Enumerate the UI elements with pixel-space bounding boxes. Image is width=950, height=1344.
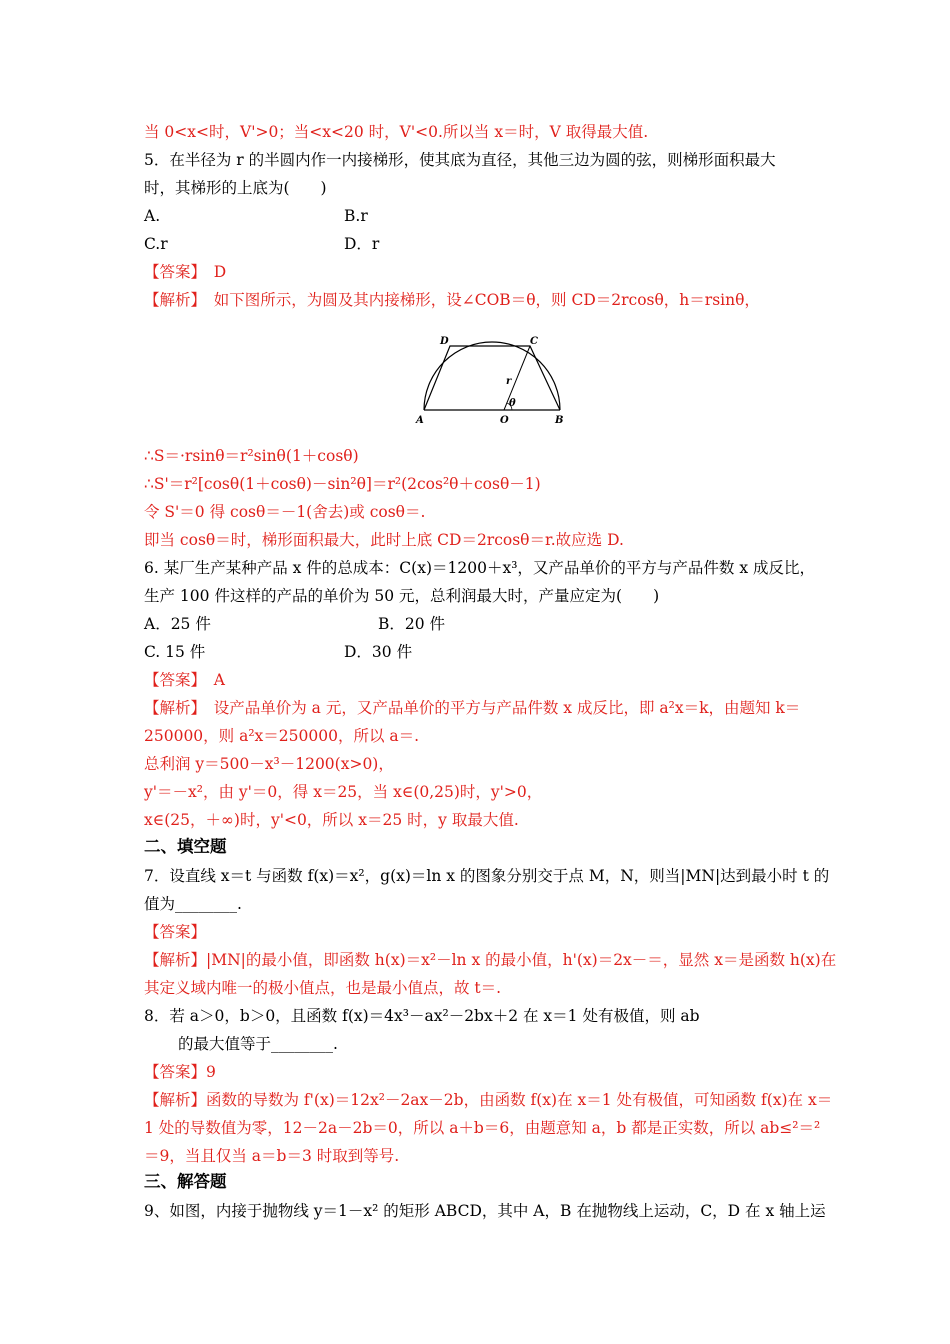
- answer-label: 【答案】 D: [144, 263, 227, 281]
- option-a: A．25 件: [144, 615, 211, 633]
- label-o: O: [500, 415, 509, 426]
- option-c: C.r: [144, 235, 168, 253]
- analysis-text: 即当 cosθ＝时，梯形面积最大，此时上底 CD＝2rcosθ＝r.故应选 D.: [144, 531, 624, 549]
- option-a: A.: [144, 207, 161, 225]
- analysis-text: y'＝－x²，由 y'＝0，得 x＝25，当 x∈(0,25)时，y'>0，: [144, 783, 543, 801]
- section-heading-fill-in: 二、填空题: [144, 837, 227, 856]
- question-7-text: 7．设直线 x＝t 与函数 f(x)＝x²，g(x)＝ln x 的图象分别交于点 M，N，则当|MN|达到最小时 t 的: [144, 867, 830, 885]
- solution-text: 当 0<x<时，V'>0；当<x<20 时，V'<0.所以当 x＝时，V 取得最大值.: [144, 123, 649, 141]
- section-heading-solve: 三、解答题: [144, 1172, 227, 1191]
- question-7-text: 值为________.: [144, 895, 242, 913]
- analysis-text: x∈(25，＋∞)时，y'<0，所以 x＝25 时，y 取最大值.: [144, 811, 519, 829]
- question-9-text: 9、如图，内接于抛物线 y＝1－x² 的矩形 ABCD，其中 A，B 在抛物线上运动，C，D 在 x 轴上运: [144, 1202, 826, 1220]
- analysis-text: 令 S'＝0 得 cosθ＝－1(舍去)或 cosθ＝.: [144, 503, 426, 521]
- question-8-text: 8．若 a＞0，b＞0，且函数 f(x)＝4x³－ax²－2bx＋2 在 x＝1 处有极值，则 ab: [144, 1007, 700, 1025]
- label-a: A: [416, 415, 424, 426]
- label-b: B: [555, 415, 564, 426]
- analysis-text: 【解析】|MN|的最小值，即函数 h(x)＝x²－ln x 的最小值，h'(x)＝2x－＝，显然 x＝是函数 h(x)在: [144, 951, 837, 969]
- analysis-text: ∴S'＝r²[cosθ(1＋cosθ)－sin²θ]＝r²(2cos²θ＋cosθ－1): [144, 475, 541, 493]
- question-6-text: 生产 100 件这样的产品的单价为 50 元，总利润最大时，产量应定为( ): [144, 587, 660, 605]
- trapezoid: [424, 346, 560, 410]
- analysis-text: ＝9，当且仅当 a＝b＝3 时取到等号.: [144, 1147, 400, 1165]
- label-c: C: [530, 336, 538, 347]
- question-6-text: 6. 某厂生产某种产品 x 件的总成本：C(x)＝1200＋x³，又产品单价的平方与产品件数 x 成反比，: [144, 559, 816, 577]
- analysis-text: 其定义域内唯一的极小值点，也是最小值点，故 t＝.: [144, 979, 502, 997]
- option-c: C. 15 件: [144, 643, 206, 661]
- option-b: B.r: [344, 207, 368, 225]
- analysis-text: 【解析】函数的导数为 f'(x)＝12x²－2ax－2b，由函数 f(x)在 x＝1 处有极值，可知函数 f(x)在 x＝: [144, 1091, 833, 1109]
- question-8-text: 的最大值等于________.: [178, 1035, 338, 1053]
- label-d: D: [440, 336, 449, 347]
- analysis-text: 【解析】 设产品单价为 a 元，又产品单价的平方与产品件数 x 成反比，即 a²x＝k，由题知 k＝: [144, 699, 801, 717]
- analysis-text: 1 处的导数值为零，12－2a－2b＝0，所以 a＋b＝6，由题意知 a，b 都是正实数，所以 ab≤²＝²: [144, 1119, 821, 1137]
- answer-label: 【答案】 A: [144, 671, 225, 689]
- analysis-text: 【解析】 如下图所示，为圆及其内接梯形，设∠COB＝θ，则 CD＝2rcosθ，h＝rsinθ，: [144, 291, 760, 309]
- analysis-text: 250000，则 a²x＝250000，所以 a＝.: [144, 727, 420, 745]
- semicircle-trapezoid-figure: [412, 332, 572, 428]
- analysis-text: 总利润 y＝500－x³－1200(x>0)，: [144, 755, 394, 773]
- option-b: B．20 件: [378, 615, 446, 633]
- semicircle-arc: [424, 342, 560, 410]
- label-r: r: [506, 376, 512, 387]
- option-d: D．r: [344, 235, 380, 253]
- label-theta: θ: [509, 398, 516, 409]
- answer-label: 【答案】9: [144, 1063, 216, 1081]
- option-d: D．30 件: [344, 643, 413, 661]
- question-5-text: 时，其梯形的上底为( ): [144, 179, 327, 197]
- answer-label: 【答案】: [144, 923, 207, 941]
- question-5-text: 5．在半径为 r 的半圆内作一内接梯形，使其底为直径，其他三边为圆的弦，则梯形面积最大: [144, 151, 776, 169]
- analysis-text: ∴S＝·rsinθ＝r²sinθ(1＋cosθ): [144, 447, 359, 465]
